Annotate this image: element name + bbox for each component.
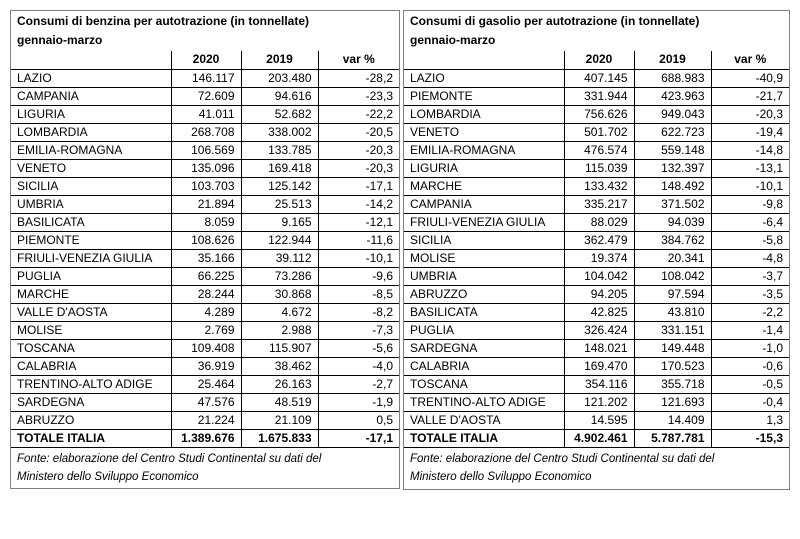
var-percent-cell: -9,8 (711, 195, 789, 213)
value-2020-cell: 104.042 (564, 267, 634, 285)
var-percent-cell: 0,5 (318, 411, 399, 429)
value-2019-cell: 30.868 (241, 285, 318, 303)
gasolio-table (404, 51, 789, 448)
table-row (404, 159, 789, 177)
value-2020-cell: 72.609 (171, 87, 241, 105)
value-2019-cell: 14.409 (634, 411, 711, 429)
var-percent-cell: -17,1 (318, 429, 399, 447)
value-2019-cell: 26.163 (241, 375, 318, 393)
value-2020-cell: 326.424 (564, 321, 634, 339)
var-percent-cell: -12,1 (318, 213, 399, 231)
value-2019-cell: 622.723 (634, 123, 711, 141)
var-percent-cell: -13,1 (711, 159, 789, 177)
var-percent-cell: -23,3 (318, 87, 399, 105)
var-percent-cell: 1,3 (711, 411, 789, 429)
value-2020-cell: 115.039 (564, 159, 634, 177)
value-2020-cell: 42.825 (564, 303, 634, 321)
gasolio-source-note (404, 448, 789, 489)
value-2019-cell: 9.165 (241, 213, 318, 231)
benzina-source-note (11, 448, 399, 488)
value-2019-cell: 4.672 (241, 303, 318, 321)
value-2020-cell: 362.479 (564, 231, 634, 249)
benzina-title-line1: Consumi di benzina per autotrazione (in tonnellate) (17, 14, 310, 28)
value-2019-cell: 38.462 (241, 357, 318, 375)
value-2020-cell: 25.464 (171, 375, 241, 393)
gasolio-note-line1: Fonte: elaborazione del Centro Studi Continental su dati del (410, 452, 715, 465)
value-2020-cell: 35.166 (171, 249, 241, 267)
table-row (11, 267, 399, 285)
region-cell: CALABRIA (404, 357, 564, 375)
region-cell: FRIULI-VENEZIA GIULIA (404, 213, 564, 231)
column-header (404, 51, 564, 69)
column-header: 2020 (171, 51, 241, 69)
region-cell: UMBRIA (404, 267, 564, 285)
table-row (11, 213, 399, 231)
table-row (404, 285, 789, 303)
value-2020-cell: 47.576 (171, 393, 241, 411)
region-cell: UMBRIA (11, 195, 171, 213)
value-2020-cell: 268.708 (171, 123, 241, 141)
region-cell: SARDEGNA (11, 393, 171, 411)
table-row (11, 285, 399, 303)
var-percent-cell: -20,3 (711, 105, 789, 123)
benzina-table-body (11, 69, 399, 447)
value-2019-cell: 97.594 (634, 285, 711, 303)
table-row (404, 339, 789, 357)
table-row (404, 141, 789, 159)
value-2019-cell: 48.519 (241, 393, 318, 411)
region-cell: MARCHE (11, 285, 171, 303)
header-row (11, 51, 399, 69)
value-2019-cell: 338.002 (241, 123, 318, 141)
table-row (11, 87, 399, 105)
value-2019-cell: 125.142 (241, 177, 318, 195)
region-cell: PUGLIA (11, 267, 171, 285)
table-row (11, 375, 399, 393)
value-2019-cell: 73.286 (241, 267, 318, 285)
var-percent-cell: -0,4 (711, 393, 789, 411)
value-2020-cell: 335.217 (564, 195, 634, 213)
var-percent-cell: -6,4 (711, 213, 789, 231)
value-2020-cell: 331.944 (564, 87, 634, 105)
value-2019-cell: 949.043 (634, 105, 711, 123)
value-2020-cell: 21.894 (171, 195, 241, 213)
value-2020-cell: 148.021 (564, 339, 634, 357)
gasolio-title-line1: Consumi di gasolio per autotrazione (in tonnellate) (410, 14, 700, 28)
region-cell: CAMPANIA (404, 195, 564, 213)
gasolio-title-line2: gennaio-marzo (410, 33, 496, 47)
var-percent-cell: -0,5 (711, 375, 789, 393)
value-2020-cell: 28.244 (171, 285, 241, 303)
var-percent-cell: -5,8 (711, 231, 789, 249)
region-cell: LIGURIA (11, 105, 171, 123)
value-2020-cell: 756.626 (564, 105, 634, 123)
column-header: 2019 (241, 51, 318, 69)
value-2020-cell: 106.569 (171, 141, 241, 159)
gasolio-table-body (404, 69, 789, 447)
value-2020-cell: 169.470 (564, 357, 634, 375)
region-cell: CALABRIA (11, 357, 171, 375)
region-cell: LOMBARDIA (11, 123, 171, 141)
value-2020-cell: 108.626 (171, 231, 241, 249)
table-row (11, 141, 399, 159)
value-2019-cell: 384.762 (634, 231, 711, 249)
table-row (404, 357, 789, 375)
value-2020-cell: 19.374 (564, 249, 634, 267)
value-2019-cell: 371.502 (634, 195, 711, 213)
table-row (11, 231, 399, 249)
benzina-panel (10, 10, 400, 489)
benzina-table (11, 51, 399, 448)
table-row (11, 195, 399, 213)
table-row (11, 357, 399, 375)
var-percent-cell: -20,3 (318, 159, 399, 177)
column-header: var % (318, 51, 399, 69)
var-percent-cell: -9,6 (318, 267, 399, 285)
table-row (11, 177, 399, 195)
value-2019-cell: 1.675.833 (241, 429, 318, 447)
region-cell: FRIULI-VENEZIA GIULIA (11, 249, 171, 267)
var-percent-cell: -14,2 (318, 195, 399, 213)
region-cell: EMILIA-ROMAGNA (11, 141, 171, 159)
var-percent-cell: -7,3 (318, 321, 399, 339)
value-2020-cell: 407.145 (564, 69, 634, 87)
var-percent-cell: -22,2 (318, 105, 399, 123)
value-2020-cell: 146.117 (171, 69, 241, 87)
gasolio-title (404, 11, 789, 51)
region-cell: TOSCANA (404, 375, 564, 393)
value-2020-cell: 135.096 (171, 159, 241, 177)
value-2020-cell: 109.408 (171, 339, 241, 357)
table-row (11, 339, 399, 357)
region-cell: VALLE D'AOSTA (11, 303, 171, 321)
total-row (404, 429, 789, 447)
value-2019-cell: 121.693 (634, 393, 711, 411)
table-row (404, 249, 789, 267)
region-cell: TOTALE ITALIA (404, 429, 564, 447)
value-2019-cell: 559.148 (634, 141, 711, 159)
region-cell: SICILIA (404, 231, 564, 249)
value-2019-cell: 132.397 (634, 159, 711, 177)
region-cell: VENETO (404, 123, 564, 141)
value-2019-cell: 331.151 (634, 321, 711, 339)
value-2019-cell: 25.513 (241, 195, 318, 213)
region-cell: PIEMONTE (404, 87, 564, 105)
value-2020-cell: 14.595 (564, 411, 634, 429)
benzina-note-line1: Fonte: elaborazione del Centro Studi Continental su dati del (17, 452, 322, 465)
table-row (11, 303, 399, 321)
gasolio-table-head (404, 51, 789, 69)
value-2019-cell: 94.039 (634, 213, 711, 231)
var-percent-cell: -1,4 (711, 321, 789, 339)
var-percent-cell: -2,2 (711, 303, 789, 321)
region-cell: CAMPANIA (11, 87, 171, 105)
region-cell: TOTALE ITALIA (11, 429, 171, 447)
var-percent-cell: -11,6 (318, 231, 399, 249)
table-row (11, 411, 399, 429)
var-percent-cell: -17,1 (318, 177, 399, 195)
table-row (11, 393, 399, 411)
table-row (404, 177, 789, 195)
region-cell: ABRUZZO (404, 285, 564, 303)
value-2019-cell: 122.944 (241, 231, 318, 249)
column-header: 2019 (634, 51, 711, 69)
var-percent-cell: -1,9 (318, 393, 399, 411)
region-cell: LOMBARDIA (404, 105, 564, 123)
var-percent-cell: -2,7 (318, 375, 399, 393)
table-row (11, 159, 399, 177)
value-2020-cell: 66.225 (171, 267, 241, 285)
table-row (404, 303, 789, 321)
var-percent-cell: -1,0 (711, 339, 789, 357)
region-cell: MOLISE (404, 249, 564, 267)
region-cell: BASILICATA (404, 303, 564, 321)
region-cell: BASILICATA (11, 213, 171, 231)
region-cell: VENETO (11, 159, 171, 177)
region-cell: MOLISE (11, 321, 171, 339)
value-2020-cell: 4.289 (171, 303, 241, 321)
value-2019-cell: 108.042 (634, 267, 711, 285)
region-cell: TOSCANA (11, 339, 171, 357)
value-2019-cell: 94.616 (241, 87, 318, 105)
region-cell: MARCHE (404, 177, 564, 195)
value-2019-cell: 5.787.781 (634, 429, 711, 447)
table-row (404, 321, 789, 339)
table-row (404, 87, 789, 105)
value-2020-cell: 4.902.461 (564, 429, 634, 447)
var-percent-cell: -20,5 (318, 123, 399, 141)
var-percent-cell: -28,2 (318, 69, 399, 87)
var-percent-cell: -20,3 (318, 141, 399, 159)
value-2019-cell: 170.523 (634, 357, 711, 375)
value-2019-cell: 149.448 (634, 339, 711, 357)
value-2020-cell: 354.116 (564, 375, 634, 393)
table-row (404, 105, 789, 123)
var-percent-cell: -19,4 (711, 123, 789, 141)
var-percent-cell: -3,7 (711, 267, 789, 285)
table-row (11, 249, 399, 267)
value-2019-cell: 20.341 (634, 249, 711, 267)
value-2020-cell: 41.011 (171, 105, 241, 123)
region-cell: TRENTINO-ALTO ADIGE (11, 375, 171, 393)
value-2019-cell: 169.418 (241, 159, 318, 177)
region-cell: VALLE D'AOSTA (404, 411, 564, 429)
table-row (404, 69, 789, 87)
column-header: 2020 (564, 51, 634, 69)
benzina-title-line2: gennaio-marzo (17, 33, 103, 47)
value-2019-cell: 423.963 (634, 87, 711, 105)
table-row (404, 375, 789, 393)
column-header: var % (711, 51, 789, 69)
region-cell: LAZIO (404, 69, 564, 87)
total-row (11, 429, 399, 447)
value-2020-cell: 36.919 (171, 357, 241, 375)
region-cell: LAZIO (11, 69, 171, 87)
value-2020-cell: 1.389.676 (171, 429, 241, 447)
var-percent-cell: -4,0 (318, 357, 399, 375)
value-2019-cell: 39.112 (241, 249, 318, 267)
header-row (404, 51, 789, 69)
table-row (404, 267, 789, 285)
value-2020-cell: 2.769 (171, 321, 241, 339)
value-2020-cell: 88.029 (564, 213, 634, 231)
table-row (404, 411, 789, 429)
gasolio-panel (403, 10, 790, 490)
benzina-table-head (11, 51, 399, 69)
value-2019-cell: 52.682 (241, 105, 318, 123)
value-2020-cell: 476.574 (564, 141, 634, 159)
value-2019-cell: 355.718 (634, 375, 711, 393)
region-cell: SARDEGNA (404, 339, 564, 357)
value-2019-cell: 43.810 (634, 303, 711, 321)
value-2019-cell: 115.907 (241, 339, 318, 357)
value-2020-cell: 103.703 (171, 177, 241, 195)
value-2019-cell: 688.983 (634, 69, 711, 87)
value-2020-cell: 21.224 (171, 411, 241, 429)
value-2020-cell: 121.202 (564, 393, 634, 411)
value-2019-cell: 133.785 (241, 141, 318, 159)
value-2019-cell: 203.480 (241, 69, 318, 87)
region-cell: PIEMONTE (11, 231, 171, 249)
table-row (404, 123, 789, 141)
var-percent-cell: -10,1 (711, 177, 789, 195)
value-2020-cell: 501.702 (564, 123, 634, 141)
var-percent-cell: -8,5 (318, 285, 399, 303)
var-percent-cell: -4,8 (711, 249, 789, 267)
var-percent-cell: -5,6 (318, 339, 399, 357)
var-percent-cell: -14,8 (711, 141, 789, 159)
var-percent-cell: -3,5 (711, 285, 789, 303)
var-percent-cell: -8,2 (318, 303, 399, 321)
var-percent-cell: -40,9 (711, 69, 789, 87)
var-percent-cell: -21,7 (711, 87, 789, 105)
table-row (404, 213, 789, 231)
table-row (11, 321, 399, 339)
region-cell: ABRUZZO (11, 411, 171, 429)
table-row (11, 123, 399, 141)
table-row (404, 393, 789, 411)
region-cell: TRENTINO-ALTO ADIGE (404, 393, 564, 411)
table-row (404, 231, 789, 249)
var-percent-cell: -0,6 (711, 357, 789, 375)
value-2019-cell: 148.492 (634, 177, 711, 195)
table-row (11, 105, 399, 123)
var-percent-cell: -10,1 (318, 249, 399, 267)
var-percent-cell: -15,3 (711, 429, 789, 447)
value-2019-cell: 21.109 (241, 411, 318, 429)
benzina-note-line2: Ministero dello Sviluppo Economico (17, 470, 199, 483)
region-cell: SICILIA (11, 177, 171, 195)
gasolio-note-line2: Ministero dello Sviluppo Economico (410, 470, 592, 483)
region-cell: PUGLIA (404, 321, 564, 339)
value-2020-cell: 94.205 (564, 285, 634, 303)
column-header (11, 51, 171, 69)
table-row (11, 69, 399, 87)
benzina-title (11, 11, 399, 51)
region-cell: LIGURIA (404, 159, 564, 177)
table-row (404, 195, 789, 213)
value-2019-cell: 2.988 (241, 321, 318, 339)
value-2020-cell: 133.432 (564, 177, 634, 195)
region-cell: EMILIA-ROMAGNA (404, 141, 564, 159)
value-2020-cell: 8.059 (171, 213, 241, 231)
